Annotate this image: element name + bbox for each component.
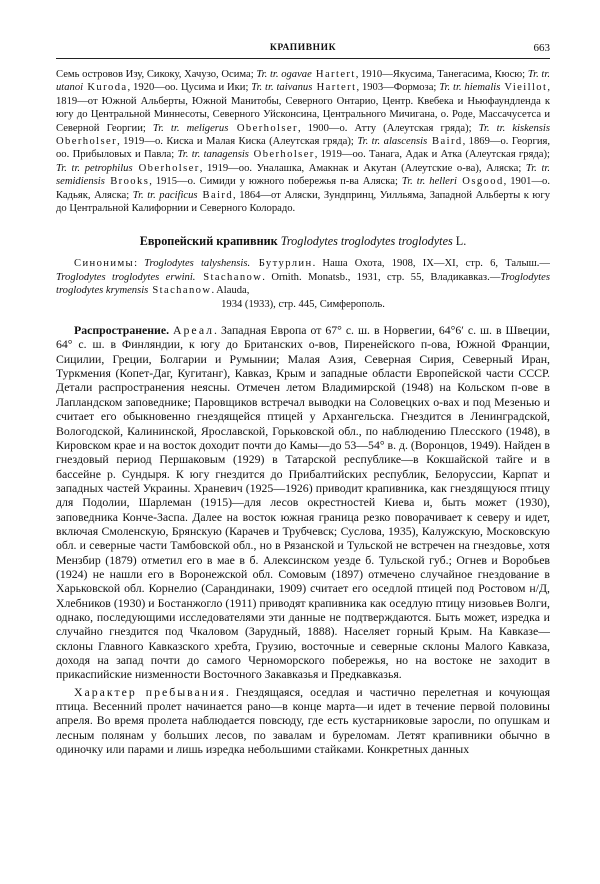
page-number: 663 <box>533 42 550 54</box>
species-heading <box>56 234 550 249</box>
text-run: , 1919—оо. Танага, Адак и Атка (Алеутская гряда); <box>314 149 550 161</box>
subspecies-list-paragraph <box>56 68 550 215</box>
text-run: : <box>134 258 145 270</box>
species-author: L. <box>455 234 467 249</box>
author-name: Hartert <box>312 82 357 94</box>
latin-name: Tr. tr. taivanus <box>251 82 313 94</box>
species-russian-name: Европейский крапивник <box>139 234 278 249</box>
text-run: , 1819—от Южной Альберты, Южной Манитобы, Северного Онтарио, Центр. Квебека и Ньюфаундленда к югу до Центральной Миннесоты, Северного Уйсконсина, Центрального Мичигана, о. Роде, Массачусетса и Северной Георгии; <box>56 82 550 134</box>
author-name: Baird <box>197 189 234 201</box>
text-run: , 1903—Формоза; <box>356 82 440 94</box>
distribution-text: . Западная Европа от 67° с. ш. в Норвегии, 64°6′ с. ш. в Швеции, 64° с. ш. в Финляндии, к югу до Британских о-вов, Пиренейского п-ова, Южной Франции, Сицилии, Греции, Болгарии и Румынии; Малая Азия, Северная Сирия, Северный Иран, Туркмения (Копет-Даг, Кугитанг), Кавказ, Крым и западные области Европейской части СССР. Детали распространения неясны. Отмечен летом Владимирской (1948) на Кольском п-ове в Лапландском заповеднике; Паровщиков встречал выводки на Соловецких о-вах и под Мезенью и считает его обыкновенно гнездящейся птицей у Архангельска. Гнездится в Ленинградской, Вологодской, Калининской, Ярославской, Горьковской обл., по наблюдению Плесского (1948), в Кировском крае и на восток доходит почти до Камы—до 53—54° в. д. (Воронцов, 1949). Найден в гнездовый период Першаковым (1929) в Татарской республике—в Кокшайской тайге и в бассейне р. Сундыря. К югу гнездится до Прибалтийских республик, Белоруссии, Карпат и западных частей Украины. Храневич (1925—1926) приводит крапивника, как гнездящуюся птицу для Подолии, Шарлеман (1915)—для лесов окрестностей Киева и, быть может (1930), заповедника Конче-Заспа. Далее на восток южная граница резко поворачивает к северу и идет, включая Смоленскую, Брянскую (Карачев и Трубчевск; Суслова, 1935), Калужскую, Московскую обл. и северные части Тамбовской обл., но в Рязанской и Тульской не встречен на гнездовье, хотя Мензбир (1879) отметил его в мае в б. Алексинском уезде б. Тульской губ.; Огнев и Воробьев (1924) не нашли его в Воронежской обл. Сомовым (1897) отмечено случайное гнездование в Харьковской обл. Корнелио (Сарандинаки, 1909) считает его оседлой птицей под Ростовом н/Д, Хлебников (1930) и Бостанжогло (1911) приводят крапивника как оседлую птицу низовьев Волги, однако, последующими исследователями эти данные не подтверждаются. Быть может, изредка и случайно гнездится под Чкаловом (Зарудный, 1888). Населяет горный Крым. На Кавказе—склоны Главного Кавказского хребта, Грузию, восточные и северные склоны Малого Кавказа, доходя на запад почти до самого Черноморского побережья, но на востоке не заходит в прикаспийские низменности Восточного Закавказья и Предкавказья. <box>56 323 550 682</box>
text-run: , 1919—о. Киска и Малая Киска (Алеутская гряда); <box>117 136 358 148</box>
latin-name: Troglodytes troglodytes erwini. <box>56 271 196 283</box>
latin-name: Tr. tr. meligerus <box>152 122 229 134</box>
latin-name: Tr. tr. ogavae <box>256 69 312 80</box>
text-run: . Ornith. Monatsb., 1931, стр. 55, Владикавказ.— <box>262 271 501 283</box>
species-latin-name: Troglodytes troglodytes troglodytes <box>280 234 453 249</box>
text-run: Семь островов Изу, Сикоку, Хачузо, Осима; <box>56 69 257 80</box>
latin-name: Tr. tr. petrophilus <box>56 162 133 174</box>
text-run: . Наша Охота, 1908, IX—XI, стр. 6, Талыш.— <box>312 258 550 270</box>
author-name: Baird <box>427 136 463 148</box>
author-name: Oberholser <box>56 136 118 148</box>
text-run: , 1900—о. Атту (Алеутская гряда); <box>297 122 479 134</box>
text-run: , 1915—о. Симиди у южного побережья п-ва Аляска; <box>149 176 402 188</box>
latin-name: Tr. tr. helleri <box>401 176 457 188</box>
distribution-paragraph <box>56 323 550 682</box>
areal-label: Ареал <box>173 323 215 338</box>
author-name: Stachanow <box>148 285 212 297</box>
latin-name: Tr. tr. semidiensis <box>56 162 550 188</box>
latin-name: Tr. tr. tanagensis <box>177 149 249 161</box>
latin-name: Tr. tr. hiemalis <box>439 82 501 94</box>
character-paragraph <box>56 685 550 757</box>
text-run: , 1920—оо. Цусима и Ики; <box>127 82 252 94</box>
text-run: , 1901—о. Кадьяк, Аляска; <box>56 176 550 201</box>
latin-name: Tr. tr. pacificus <box>132 189 198 201</box>
running-header <box>56 40 550 59</box>
author-name: Stachanow <box>195 271 263 283</box>
running-title: КРАПИВНИК <box>269 43 337 53</box>
author-name: Oberholser <box>228 122 298 134</box>
character-heading: Характер пребывания <box>74 684 226 699</box>
author-name: Бутурлин <box>250 258 313 270</box>
text-run: , 1919—оо. Уналашка, Амакнак и Акутан (Алеутские о-ва), Аляска; <box>199 162 526 174</box>
author-name: Oberholser <box>132 162 200 174</box>
author-name: Kuroda <box>83 82 128 94</box>
synonymy-label: Синонимы <box>74 258 135 270</box>
author-name: Hartert <box>311 69 356 80</box>
latin-name: Tr. tr. kiskensis <box>478 122 550 134</box>
text-run: , 1910—Якусима, Танегасима, Кюсю; <box>355 69 528 80</box>
character-text: . Гнездящаяся, оседлая и частично перелетная и кочующая птица. Весенний пролет начинается рано—в конце марта—и идет в течение первой половины апреля. Во время пролета наблюдается повсюду, где есть кустарниковые заросли, по опушкам и лесным полянам у больших лесов, по завалам и буреломам. Летят крапивники обычно в одиночку или парами и лишь изредка небольшими стайками. Конкретных данных <box>56 684 550 757</box>
latin-name: Troglodytes talyshensis. <box>144 258 251 270</box>
synonymy-paragraph <box>56 257 550 311</box>
author-name: Vieillot <box>500 82 548 94</box>
latin-name: Troglodytes troglodytes krymensis <box>56 271 550 297</box>
text-run: , 1864—от Аляски, Зундпринц, Уилльяма, Западной Альберты к югу до Центральной Калифорнии и Северного Колорадо. <box>56 189 550 215</box>
synonymy-last-line: 1934 (1933), стр. 445, Симферополь. <box>221 298 385 310</box>
distribution-heading: Распространение. <box>74 323 170 338</box>
author-name: Oberholser <box>248 149 315 161</box>
book-page <box>56 40 550 876</box>
latin-name: Tr. tr. alascensis <box>357 136 428 148</box>
author-name: Brooks <box>104 176 150 188</box>
text-run: . Alauda, <box>211 285 250 297</box>
latin-name: Tr. tr. utanoi <box>56 69 550 94</box>
text-run: , 1869—о. Георгия, оо. Прибыловых и Павла; <box>56 136 550 161</box>
author-name: Osgood <box>456 176 504 188</box>
